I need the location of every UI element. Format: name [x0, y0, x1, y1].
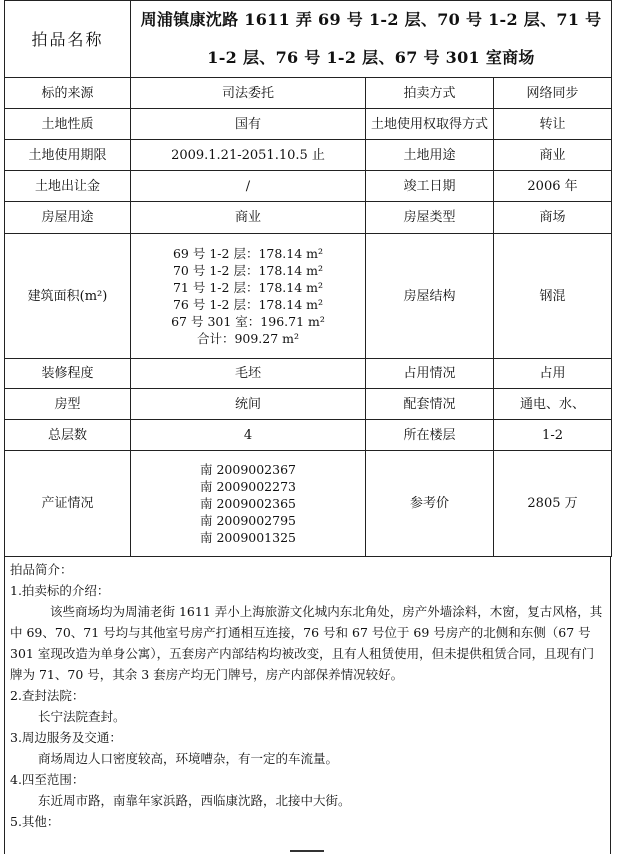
cell-key: 配套情况 — [366, 389, 494, 420]
section-2-text: 长宁法院查封。 — [38, 709, 126, 724]
lot-introduction — [4, 557, 611, 854]
cell-value: 2009.1.21-2051.10.5 止 — [131, 140, 366, 171]
area-label: 建筑面积(m²) — [5, 234, 131, 359]
cell-key: 房屋用途 — [5, 202, 131, 234]
cell-key: 参考价 — [366, 451, 494, 557]
cell-value: 毛坯 — [131, 359, 366, 389]
cell-key: 拍卖方式 — [366, 78, 494, 109]
cell-value: 统间 — [131, 389, 366, 420]
cell-value: 转让 — [494, 109, 612, 140]
cell-key: 房屋结构 — [366, 234, 494, 359]
section-1-title: 1.拍卖标的介绍： — [10, 583, 110, 598]
certificate-line: 南 2009002365 — [199, 496, 296, 511]
cell-value: 商业 — [131, 202, 366, 234]
cell-key: 装修程度 — [5, 359, 131, 389]
cell-value: 商场 — [494, 202, 612, 234]
cell-value: 4 — [131, 420, 366, 451]
cell-value: 通电、水、 — [494, 389, 612, 420]
intro-heading: 拍品简介： — [10, 562, 73, 577]
lot-name-label: 拍品名称 — [5, 1, 131, 78]
area-total: 合计：909.27 m² — [196, 331, 300, 346]
cell-key: 房型 — [5, 389, 131, 420]
cell-key: 占用情况 — [366, 359, 494, 389]
cell-value: 2006 年 — [494, 171, 612, 202]
cell-key: 房屋类型 — [366, 202, 494, 234]
section-3-text: 商场周边人口密度较高，环境嘈杂，有一定的车流量。 — [38, 751, 339, 766]
area-values — [131, 234, 366, 359]
area-line: 69 号 1-2 层：178.14 m² — [172, 246, 324, 261]
cell-key: 竣工日期 — [366, 171, 494, 202]
lot-name-line-1: 周浦镇康沈路 1611 弄 69 号 1-2 层、70 号 1-2 层、71 号 — [140, 10, 602, 29]
cell-key: 土地用途 — [366, 140, 494, 171]
section-2-title: 2.查封法院： — [10, 688, 85, 703]
certificate-values — [131, 451, 366, 557]
cell-key: 土地性质 — [5, 109, 131, 140]
area-line: 70 号 1-2 层：178.14 m² — [172, 263, 324, 278]
section-4-text: 东近周市路，南靠年家浜路，西临康沈路，北接中大街。 — [38, 793, 351, 808]
section-1-text: 该些商场均为周浦老街 1611 弄小上海旅游文化城内东北角处，房产外墙涂料，木窗，复古风格，其中 69、70、71 号均与其他室号房产打通相互连接，76 号和 67 号位于 69 号房产的北侧和东侧（67 号 301 室现改造为单身公寓），五套房产内部结构均被改变，且有人租赁使用，但未提供租赁合同，且现有门牌为 71、70 号，其余 3 套房产均无门牌号，房产内部保养情况较好。 — [10, 604, 603, 682]
certificate-line: 南 2009002795 — [199, 513, 296, 528]
cell-key: 所在楼层 — [366, 420, 494, 451]
lot-name-value — [131, 1, 612, 78]
certificate-line: 南 2009002273 — [199, 479, 296, 494]
cell-value: 司法委托 — [131, 78, 366, 109]
cell-value: 钢混 — [494, 234, 612, 359]
auction-info-table — [4, 0, 612, 557]
page-bottom-mark — [290, 850, 324, 852]
certificate-label: 产证情况 — [5, 451, 131, 557]
cell-key: 土地使用期限 — [5, 140, 131, 171]
cell-value: 2805 万 — [494, 451, 612, 557]
cell-value: 商业 — [494, 140, 612, 171]
certificate-line: 南 2009002367 — [199, 462, 296, 477]
cell-value: 1-2 — [494, 420, 612, 451]
section-3-title: 3.周边服务及交通： — [10, 730, 122, 745]
cell-key: 标的来源 — [5, 78, 131, 109]
cell-value: 国有 — [131, 109, 366, 140]
area-line: 67 号 301 室：196.71 m² — [171, 314, 325, 329]
certificate-line: 南 2009001325 — [199, 530, 296, 545]
section-5-title: 5.其他： — [10, 814, 60, 829]
cell-value: 网络同步 — [494, 78, 612, 109]
section-4-title: 4.四至范围： — [10, 772, 85, 787]
area-line: 76 号 1-2 层：178.14 m² — [172, 297, 324, 312]
cell-value: 占用 — [494, 359, 612, 389]
cell-value: / — [131, 171, 366, 202]
cell-key: 总层数 — [5, 420, 131, 451]
area-line: 71 号 1-2 层：178.14 m² — [172, 280, 324, 295]
cell-key: 土地使用权取得方式 — [366, 109, 494, 140]
lot-name-line-2: 1-2 层、76 号 1-2 层、67 号 301 室商场 — [207, 48, 535, 67]
cell-key: 土地出让金 — [5, 171, 131, 202]
